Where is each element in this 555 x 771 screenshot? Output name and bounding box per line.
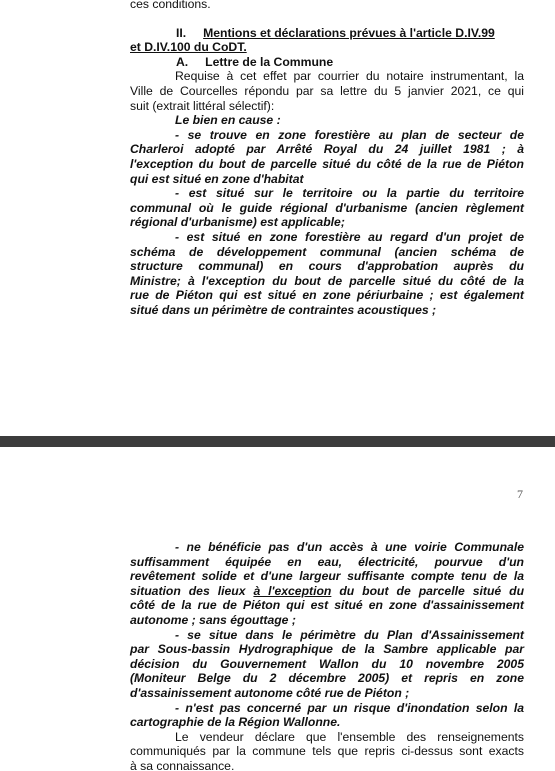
item-3-line-2: schéma de développement communal (ancien schéma de xyxy=(130,244,524,259)
section-title-line-2: et D.IV.100 du CoDT. xyxy=(130,40,247,55)
p7-item-2-line-4: (Moniteur Belge du 2 décembre 2005) et repris en zone xyxy=(130,671,524,686)
page-7-text-column xyxy=(130,540,524,771)
p7-item-2-line-5: d'assainissement autonome côté rue de Piéton ; xyxy=(130,685,410,700)
item-3-line-1: - est situé en zone forestière au regard d'un projet de xyxy=(175,229,524,244)
subsection-number: A. xyxy=(176,54,189,69)
item-1-line-3: l'exception du bout de parcelle situé du côté de la rue de Piéton xyxy=(130,156,524,171)
p7-item-1-line-4-pre: situation des lieux xyxy=(130,583,254,598)
bien-label: Le bien en cause : xyxy=(175,113,281,128)
p7-item-3-line-1: - n'est pas concerné par un risque d'inondation selon la xyxy=(175,700,524,715)
p7-item-3-line-2: cartographie de la Région Wallonne. xyxy=(130,715,341,730)
p7-item-1-line-5: côté de la rue de Piéton qui est situé en zone d'assainissement xyxy=(130,598,524,613)
subsection-title: Lettre de la Commune xyxy=(205,54,334,69)
section-number: II. xyxy=(176,25,187,40)
closing-line-1: Le vendeur déclare que l'ensemble des renseignements xyxy=(175,729,524,744)
item-2-line-1: - est situé sur le territoire ou la partie du territoire xyxy=(175,186,524,201)
body-line-3: suit (extrait littéral sélectif): xyxy=(130,98,275,113)
item-2-line-2: communal où le guide régional d'urbanisme (ancien règlement xyxy=(130,200,524,215)
body-line-2: Ville de Courcelles répondu par sa lettre du 5 janvier 2021, ce qui xyxy=(130,83,524,98)
p7-item-1-line-3: revêtement solide et d'une largeur suffisante compte tenu de la xyxy=(130,569,524,584)
section-heading xyxy=(130,26,524,41)
p7-item-1-line-1: - ne bénéficie pas d'un accès à une voirie Communale xyxy=(175,540,524,554)
subsection-heading xyxy=(130,55,524,70)
page-separator xyxy=(0,436,555,447)
item-2-line-3: régional d'urbanisme) est applicable; xyxy=(130,215,345,230)
p7-item-1-line-4 xyxy=(130,584,524,599)
item-3-line-4: Ministre; à l'exception du bout de parcelle situé du côté de la xyxy=(130,273,524,288)
p7-item-2-line-3: décision du Gouvernement Wallon du 10 novembre 2005 xyxy=(130,656,524,671)
section-title-line-2-wrap xyxy=(130,40,524,55)
item-1-line-1: - se trouve en zone forestière au plan de secteur de xyxy=(175,127,524,142)
p7-item-1-line-2: suffisamment équipée en eau, électricité, pourvue d'un xyxy=(130,554,524,569)
page-number: 7 xyxy=(517,487,523,501)
p7-item-1-line-6: autonome ; sans égouttage ; xyxy=(130,612,296,627)
p7-item-2-line-1: - se situe dans le périmètre du Plan d'Assainissement xyxy=(175,627,524,642)
item-3-line-3: structure communal) en cours d'approbation auprès du xyxy=(130,259,524,274)
item-3-line-5: rue de Piéton qui est situé en zone périurbaine ; est également xyxy=(130,288,524,303)
closing-line-2: communiqués par la commune tels que repris ci-dessus sont exacts xyxy=(130,744,524,759)
document-page-7 xyxy=(0,447,555,771)
p7-item-1-line-4-post: du bout de parcelle situé du xyxy=(331,583,525,598)
item-3-line-6: situé dans un périmètre de contraintes acoustiques ; xyxy=(130,302,437,317)
closing-line-3: à sa connaissance. xyxy=(130,758,235,771)
body-line-1: Requise à cet effet par courrier du notaire instrumentant, la xyxy=(175,69,524,84)
p7-item-1-line-4-underlined: à l'exception xyxy=(253,583,332,598)
item-1-line-4: qui est situé en zone d'habitat xyxy=(130,171,304,186)
section-title-line-1: Mentions et déclarations prévues à l'article D.IV.99 xyxy=(203,25,495,40)
page-6-text-column xyxy=(130,0,524,317)
p7-item-2-line-2: par Sous-bassin Hydrographique de la Sambre applicable par xyxy=(130,642,524,657)
intro-tail-text: ces conditions. xyxy=(130,0,211,11)
item-1-line-2: Charleroi adopté par Arrêté Royal du 24 juillet 1981 ; à xyxy=(130,142,524,157)
